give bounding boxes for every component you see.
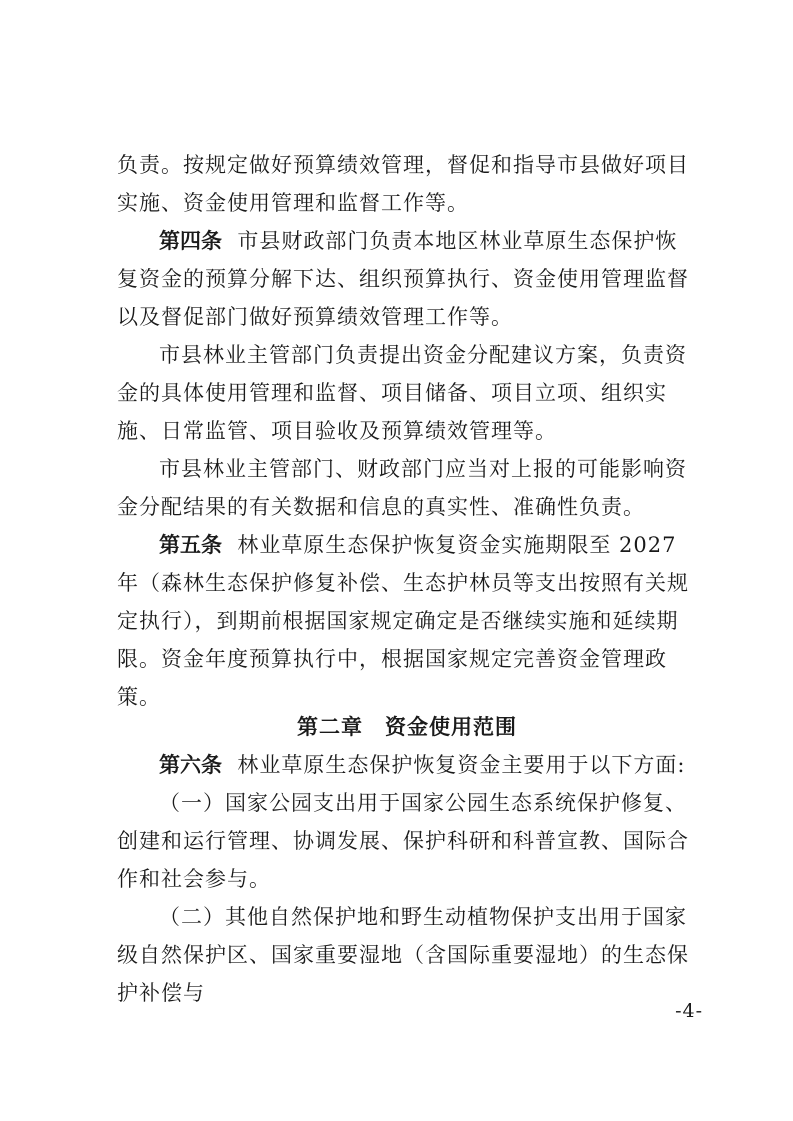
paragraph-article-4	[117, 222, 697, 336]
paragraph-item-1: （一）国家公园支出用于国家公园生态系统保护修复、创建和运行管理、协调发展、保护科研和科普宣教、国际合作和社会参与。	[117, 791, 689, 891]
paragraph-data-responsibility: 市县林业主管部门、财政部门应当对上报的可能影响资金分配结果的有关数据和信息的真实性、准确性负责。	[117, 457, 687, 519]
paragraph-article-5	[117, 526, 697, 716]
article-text: 林业草原生态保护恢复资金主要用于以下方面:	[237, 753, 686, 777]
article-text: 林业草原生态保护恢复资金实施期限至 2027 年（森林生态保护修复补偿、生态护林员等支出按照有关规定执行），到期前根据国家规定确定是否继续实施和延续期限。资金年度预算执行中，根据国家规定完善资金管理政策。	[117, 533, 689, 709]
chapter-heading: 第二章 资金使用范围	[297, 715, 517, 739]
article-label: 第五条	[159, 532, 222, 557]
article-text: 市县财政部门负责本地区林业草原生态保护恢复资金的预算分解下达、组织预算执行、资金使用管理监督以及督促部门做好预算绩效管理工作等。	[117, 229, 689, 329]
article-label: 第四条	[159, 228, 222, 253]
paragraph-article-6	[117, 746, 697, 784]
text-section-lower	[117, 746, 697, 1012]
text-section-upper	[117, 146, 697, 716]
paragraph-item-2: （二）其他自然保护地和野生动植物保护支出用于国家级自然保护区、国家重要湿地（含国际重要湿地）的生态保护补偿与	[117, 905, 689, 1005]
page-number: -4-	[675, 1000, 703, 1022]
article-label: 第六条	[159, 752, 222, 777]
paragraph-forestry-dept: 市县林业主管部门负责提出资金分配建议方案，负责资金的具体使用管理和监督、项目储备、项目立项、组织实施、日常监管、项目验收及预算绩效管理等。	[117, 343, 687, 443]
paragraph-continuation: 负责。按规定做好预算绩效管理，督促和指导市县做好项目实施、资金使用管理和监督工作等。	[117, 153, 689, 215]
